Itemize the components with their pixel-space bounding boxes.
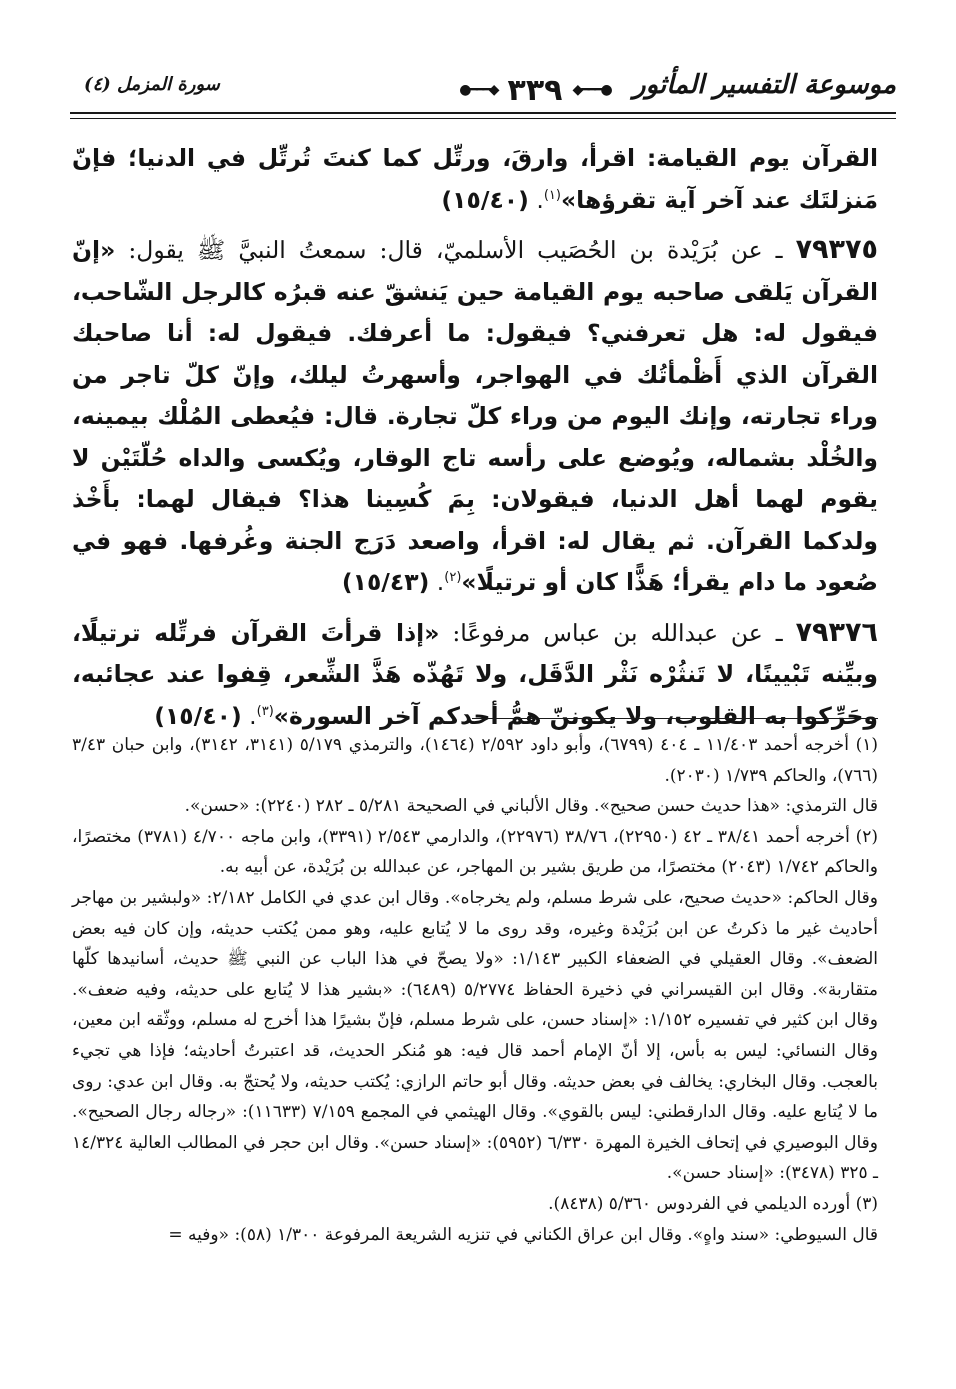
footnote: قال الترمذي: «هذا حديث حسن صحيح». وقال الألباني في الصحيحة ٥/٢٨١ ـ ٢٨٢ (٢٢٤٠): «حسن».: [184, 796, 878, 817]
volume-reference: (١٥/٤٣): [341, 568, 430, 596]
footnote-marker: (١): [543, 187, 561, 203]
hadith-text: «إنّ القرآن يَلقى صاحبه يوم القيامة حين يَنشقّ عنه قبرُه كالرجل الشّاحب، فيقول له: هل تعرفني؟ فيقول: ما أعرفك. فيقول له: أنا صاحبك القرآن الذي أَظْمأتُك في الهواجر، وأسهرتُ ليلك، وإنّ كلّ تاجر من وراء تجارته، وإنك اليوم من وراء كلّ تجارة. قال: فيُعطى المُلْك بيمينه، والخُلْد بشماله، ويُوضع على رأسه تاج الوقار، ويُكسى والداه حُلّتَيْن لا يقوم لهما أهل الدنيا، فيقولان: بِمَ كُسِينا هذا؟ فيقال لهما: بأَخْذ ولدكما القرآن. ثم يقال له: اقرأ، واصعد دَرَج الجنة وغُرفها. فهو في صُعود ما دام يقرأ؛ هَذًّا كان أو ترتيلًا»: [72, 236, 878, 596]
book-title: موسوعة التفسير المأثور: [633, 70, 896, 100]
page-number: ٣٣٩: [507, 72, 563, 108]
footnote: (١) أخرجه أحمد ١١/٤٠٣ ـ ٤٠٤ (٦٧٩٩)، وأبو داود ٢/٥٩٢ (١٤٦٤)، والترمذي ٥/١٧٩ (٣١٤١، ٣١٤٢)، وابن حبان ٣/٤٣ (٧٦٦)، والحاكم ١/٧٣٩ (٢٠٣٠).: [72, 735, 879, 786]
narration-number: ٧٩٣٧٦: [795, 616, 878, 648]
footnote-separator: [472, 718, 878, 719]
isnad-text: ـ عن عبدالله بن عباس مرفوعًا:: [452, 618, 783, 647]
volume-reference: (١٥/٤٠): [441, 185, 529, 214]
page-number-block: [450, 68, 620, 112]
page-header: [70, 66, 896, 122]
narration-79376: ٧٩٣٧٦ ـ عن عبدالله بن عباس مرفوعًا: «إذا قرأتَ القرآن فرتِّله ترتيلًا، وبيِّنه تَبْيينًا، لا تَنثُرْه نَثْر الدَّقَل، ولا تَهُذّه هَذَّ الشِّعر، قِفوا عند عجائبه، وحَرِّكوا به القلوب، ولا يكوننّ همُّ أحدكم آخر السورة»$^{(٣)}$. (١٥/٤٠): [72, 616, 878, 730]
narration-number: ٧٩٣٧٥: [795, 234, 878, 265]
surah-title: سورة المزمل (٤): [84, 74, 220, 95]
hadith-text: القرآن يوم القيامة: اقرأ، وارقَ، ورتِّل كما كنتَ تُرتِّل في الدنيا؛ فإنّ مَنزلتَك عند آخر آية تقرؤها»: [72, 144, 878, 214]
header-rule: [70, 112, 896, 114]
volume-reference: (١٥/٤٠): [154, 701, 242, 730]
ornament-right-icon: ◆━━━●: [572, 82, 611, 98]
footnote: (٣) أورده الديلمي في الفردوس ٥/٣٦٠ (٨٤٣٨).: [548, 1193, 878, 1214]
paragraph-continued: القرآن يوم القيامة: اقرأ، وارقَ، ورتِّل كما كنتَ تُرتِّل في الدنيا؛ فإنّ مَنزلتَك عند آخر آية تقرؤها»$^{(١)}$. (١٥/٤٠): [72, 144, 878, 214]
footnote-marker: (٣): [256, 703, 274, 719]
narration-79375: ٧٩٣٧٥ ـ عن بُرَيْدة بن الحُصَيب الأسلميّ، قال: سمعتُ النبيَّ ﷺ يقول: «إنّ القرآن يَلقى صاحبه يوم القيامة حين يَنشقّ عنه قبرُه كالرجل الشّاحب، فيقول له: هل تعرفني؟ فيقول: ما أعرفك. فيقول له: أنا صاحبك القرآن الذي أَظْمأتُك في الهواجر، وأسهرتُ ليلك، وإنّ كلّ تاجر من وراء تجارته، وإنك اليوم من وراء كلّ تجارة. قال: فيُعطى المُلْك بيمينه، والخُلْد بشماله، ويُوضع على رأسه تاج الوقار، ويُكسى والداه حُلّتَيْن لا يقوم لهما أهل الدنيا، فيقولان: بِمَ كُسِينا هذا؟ فيقال لهما: بأَخْذ ولدكما القرآن. ثم يقال له: اقرأ، واصعد دَرَج الجنة وغُرفها. فهو في صُعود ما دام يقرأ؛ هَذًّا كان أو ترتيلًا»$^{(٢)}$. (١٥/٤٣): [72, 234, 878, 596]
header-rule-thin: [70, 118, 896, 119]
footnote: وقال الحاكم: «حديث صحيح، على شرط مسلم، ولم يخرجاه». وقال ابن عدي في الكامل ٢/١٨٢: «ولبشير بن مهاجر أحاديث غير ما ذكرتُ عن ابن بُرَيْدة وغيره، وقد روى ما لا يُتابع عليه، وهو ممن يُكتب حديثه، وإن كان فيه بعض الضعف». وقال العقيلي في الضعفاء الكبير ١/١٤٣: «ولا يصحّ في هذا الباب عن النبي ﷺ حديث، أسانيدها كلّها متقاربة». وقال ابن القيسراني في ذخيرة الحفاظ ٥/٢٧٧٤ (٦٤٨٩): «بشير هذا لا يُتابع على حديثه، وفيه ضعف». وقال ابن كثير في تفسيره ١/١٥٢: «إسناد حسن، على شرط مسلم، فإنّ بشيرًا هذا أخرج له مسلم، ووثّقه ابن معين، وقال النسائي: ليس به بأس، إلا أنّ الإمام أحمد قال فيه: هو مُنكر الحديث، قد اعتبرتُ أحاديثه؛ فإذا هي تجيء بالعجب. وقال البخاري: يخالف في بعض حديثه. وقال أبو حاتم الرازي: يُكتب حديثه، ولا يُحتجّ به. وقال ابن عدي: روى ما لا يُتابع عليه. وقال الدارقطني: ليس بالقوي». وقال الهيثمي في المجمع ٧/١٥٩ (١١٦٣٣): «رجاله رجال الصحيح». وقال البوصيري في إتحاف الخيرة المهرة ٦/٣٣٠ (٥٩٥٢): «إسناد حسن». وقال ابن حجر في المطالب العالية ١٤/٣٢٤ ـ ٣٢٥ (٣٤٧٨): «إسناد حسن».: [72, 887, 879, 1184]
footnotes: [72, 730, 878, 1250]
isnad-text: ـ عن بُرَيْدة بن الحُصَيب الأسلميّ، قال: سمعتُ النبيَّ ﷺ يقول:: [128, 236, 783, 264]
footnote: قال السيوطي: «سند واهٍ». وقال ابن عراق الكناني في تنزيه الشريعة المرفوعة ١/٣٠٠ (٥٨): «وفيه =: [168, 1224, 878, 1245]
ornament-left-icon: ●━━━◆: [459, 82, 498, 98]
main-text: [72, 138, 878, 737]
footnote: (٢) أخرجه أحمد ٣٨/٤١ ـ ٤٢ (٢٢٩٥٠)، ٣٨/٧٦ (٢٢٩٧٦)، والدارمي ٢/٥٤٣ (٣٣٩١)، وابن ماجه ٤/٧٠٠ (٣٧٨١) مختصرًا، والحاكم ١/٧٤٢ (٢٠٤٣) مختصرًا، من طريق بشير بن المهاجر، عن عبدالله بن بُرَيْدة، عن أبيه به.: [72, 826, 878, 878]
hadith-text: «إذا قرأتَ القرآن فرتِّله ترتيلًا، وبيِّنه تَبْيينًا، لا تَنثُرْه نَثْر الدَّقَل، ولا تَهُذّه هَذَّ الشِّعر، قِفوا عند عجائبه، وحَرِّكوا به القلوب، ولا يكوننّ همُّ أحدكم آخر السورة»: [72, 618, 878, 730]
footnote-marker: (٢): [444, 570, 462, 586]
